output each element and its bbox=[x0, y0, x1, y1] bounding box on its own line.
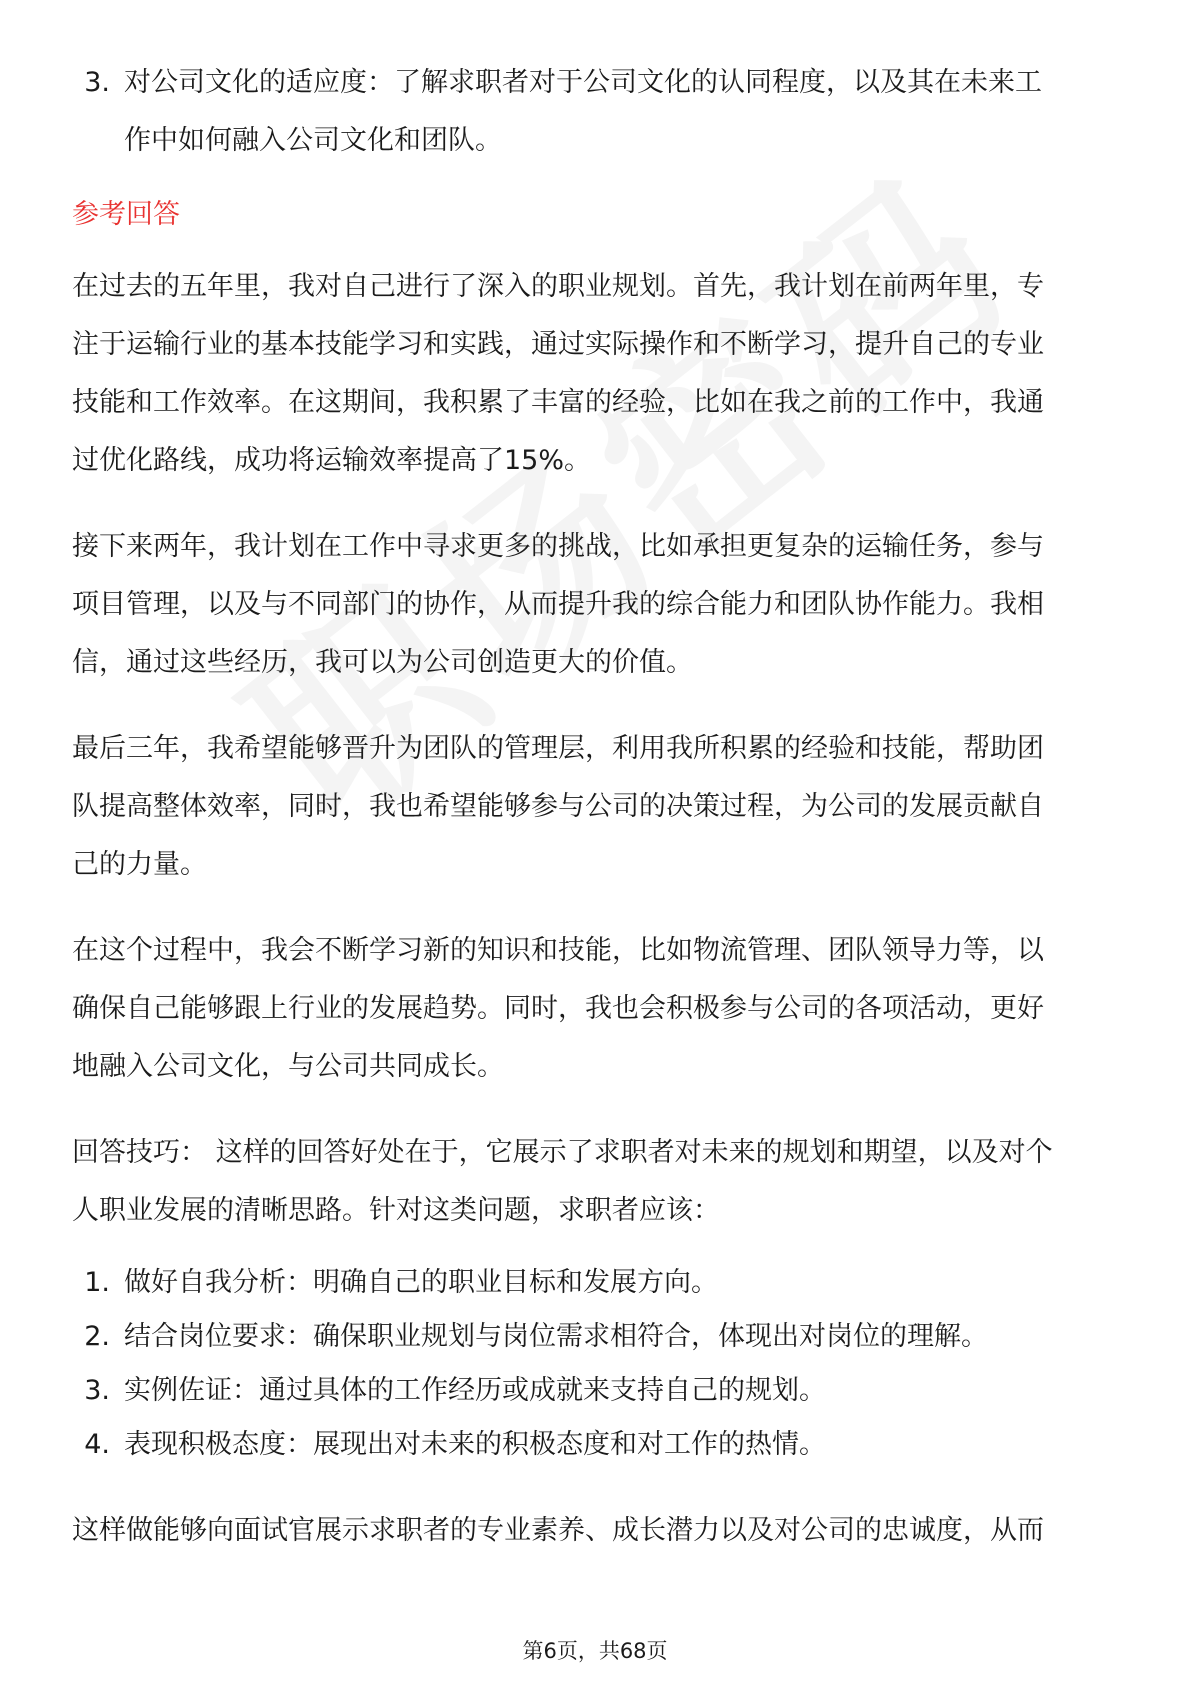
list-item bbox=[72, 54, 1122, 170]
text-line: 在这个过程中，我会不断学习新的知识和技能，比如物流管理、团队领导力等，以 bbox=[72, 935, 1044, 966]
paragraph bbox=[72, 518, 1122, 692]
list-item bbox=[72, 1256, 1122, 1310]
answer-tips-paragraph bbox=[72, 1124, 1122, 1240]
list-item-number: 1. bbox=[84, 1267, 110, 1298]
page-content bbox=[72, 54, 1122, 1560]
list-item-number: 3. bbox=[84, 67, 110, 98]
paragraph bbox=[72, 258, 1122, 490]
text-line: 在过去的五年里，我对自己进行了深入的职业规划。首先，我计划在前两年里，专 bbox=[72, 271, 1044, 302]
list-item-text: 实例佐证：通过具体的工作经历或成就来支持自己的规划。 bbox=[124, 1375, 826, 1406]
list-item bbox=[72, 1364, 1122, 1418]
text-line: 己的力量。 bbox=[72, 849, 207, 880]
list-item bbox=[72, 1418, 1122, 1472]
text-line: 作中如何融入公司文化和团队。 bbox=[124, 125, 502, 156]
list-item-number: 3. bbox=[84, 1375, 110, 1406]
text-line: 人职业发展的清晰思路。针对这类问题，求职者应该： bbox=[72, 1195, 720, 1226]
text-line: 队提高整体效率，同时，我也希望能够参与公司的决策过程，为公司的发展贡献自 bbox=[72, 791, 1044, 822]
list-item-number: 2. bbox=[84, 1321, 110, 1352]
list-item-number: 4. bbox=[84, 1429, 110, 1460]
page-footer: 第6页，共68页 bbox=[522, 1639, 668, 1663]
text-line: 回答技巧： 这样的回答好处在于，它展示了求职者对未来的规划和期望，以及对个 bbox=[72, 1137, 1053, 1168]
paragraph bbox=[72, 720, 1122, 894]
paragraph bbox=[72, 922, 1122, 1096]
text-line: 注于运输行业的基本技能学习和实践，通过实际操作和不断学习，提升自己的专业 bbox=[72, 329, 1044, 360]
text-line: 技能和工作效率。在这期间，我积累了丰富的经验，比如在我之前的工作中，我通 bbox=[72, 387, 1044, 418]
text-line: 确保自己能够跟上行业的发展趋势。同时，我也会积极参与公司的各项活动，更好 bbox=[72, 993, 1044, 1024]
closing-text-line: 这样做能够向面试官展示求职者的专业素养、成长潜力以及对公司的忠诚度，从而 bbox=[72, 1515, 1044, 1546]
list-item-text: 表现积极态度：展现出对未来的积极态度和对工作的热情。 bbox=[124, 1429, 826, 1460]
text-line: 信，通过这些经历，我可以为公司创造更大的价值。 bbox=[72, 647, 693, 678]
list-item-text bbox=[124, 54, 1122, 170]
text-line: 最后三年，我希望能够晋升为团队的管理层，利用我所积累的经验和技能，帮助团 bbox=[72, 733, 1044, 764]
list-item-text: 做好自我分析：明确自己的职业目标和发展方向。 bbox=[124, 1267, 718, 1298]
text-line: 项目管理，以及与不同部门的协作，从而提升我的综合能力和团队协作能力。我相 bbox=[72, 589, 1044, 620]
list-item-text: 结合岗位要求：确保职业规划与岗位需求相符合，体现出对岗位的理解。 bbox=[124, 1321, 988, 1352]
text-line: 对公司文化的适应度：了解求职者对于公司文化的认同程度，以及其在未来工 bbox=[124, 67, 1042, 98]
top-ordered-list bbox=[72, 54, 1122, 170]
section-title: 参考回答 bbox=[72, 199, 180, 230]
text-line: 过优化路线，成功将运输效率提高了15%。 bbox=[72, 445, 592, 476]
text-line: 接下来两年，我计划在工作中寻求更多的挑战，比如承担更复杂的运输任务，参与 bbox=[72, 531, 1044, 562]
text-line: 地融入公司文化，与公司共同成长。 bbox=[72, 1051, 504, 1082]
list-item bbox=[72, 1310, 1122, 1364]
tips-ordered-list bbox=[72, 1256, 1122, 1472]
